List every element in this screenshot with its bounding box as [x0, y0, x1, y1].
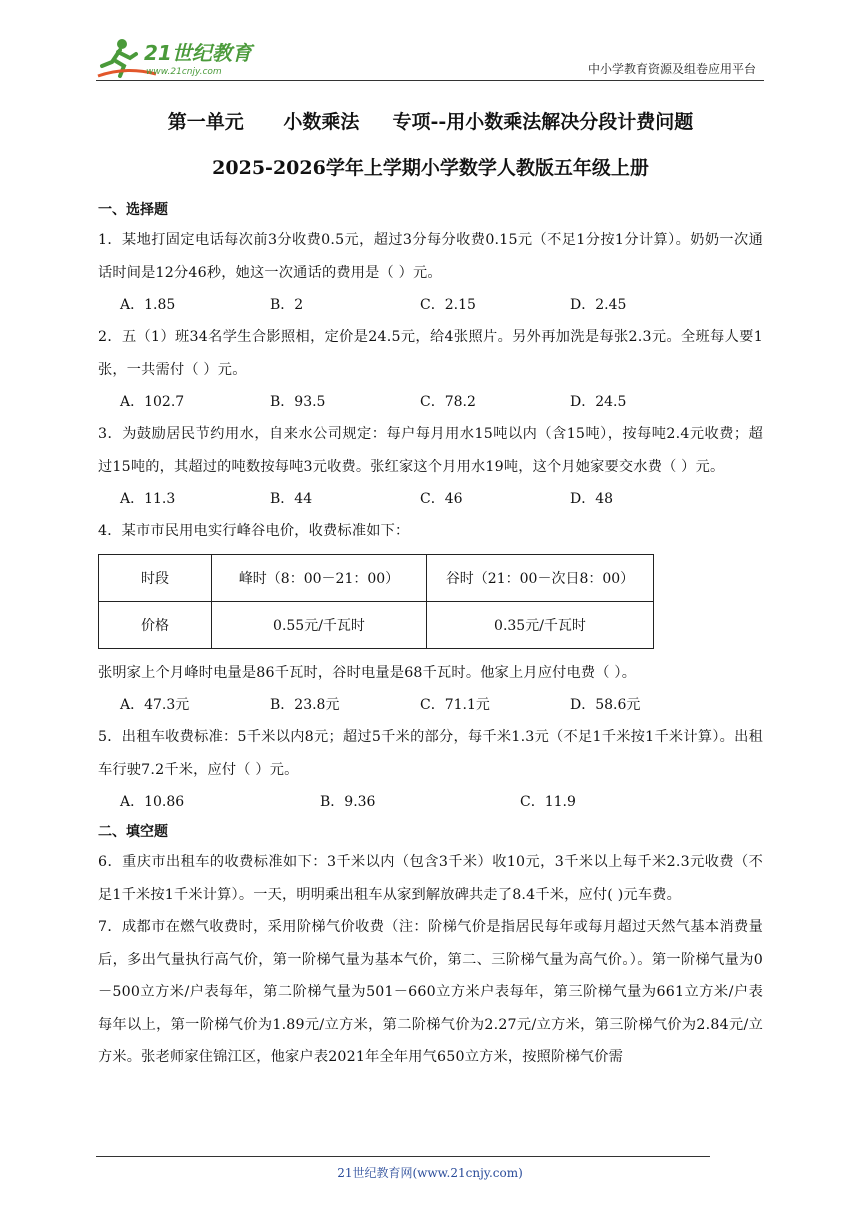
table-row: [99, 554, 654, 601]
question-1-choices: [98, 289, 763, 321]
choice-d: D．48: [570, 491, 614, 507]
choice-d: D．58.6元: [570, 697, 641, 713]
section-heading-choice: 一、选择题: [98, 202, 168, 218]
choice-c: C．71.1元: [420, 697, 490, 713]
choice-b: B．93.5: [270, 394, 326, 410]
platform-name: 中小学教育资源及组卷应用平台: [587, 62, 756, 76]
choice-a: A．47.3元: [120, 697, 190, 713]
table-cell: 时段: [99, 554, 212, 601]
question-5-choices: [98, 786, 763, 818]
question-3-choices: [98, 483, 763, 515]
choice-a: A．102.7: [120, 394, 185, 410]
question-7: 7．成都市在燃气收费时，采用阶梯气价收费（注：阶梯气价是指居民每年或每月超过天然气基本消费量后，多出气量执行高气价，第一阶梯气量为基本气价，第二、三阶梯气量为高气价。）。第一阶梯气量为0－500立方米/户表每年，第二阶梯气量为501－660立方米户表每年，第三阶梯气量为661立方米/户表每年以上，第一阶梯气价为1.89元/立方米，第二阶梯气价为2.27元/立方米，第三阶梯气价为2.84元/立方米。张老师家住锦江区，他家户表2021年全年用气650立方米，按照阶梯气价需: [98, 919, 763, 1065]
choice-a: A．10.86: [120, 794, 185, 810]
footer-source: 21世纪教育网(www.21cnjy.com): [337, 1166, 523, 1180]
choice-d: D．2.45: [570, 297, 627, 313]
document-body: [98, 104, 763, 1074]
table-row: [99, 601, 654, 648]
choice-d: D．24.5: [570, 394, 627, 410]
question-4-intro: 4．某市市民用电实行峰谷电价，收费标准如下：: [98, 523, 410, 539]
page-subtitle: 2025-2026学年上学期小学数学人教版五年级上册: [212, 157, 649, 179]
choice-b: B．9.36: [320, 794, 376, 810]
logo-url: www.21cnjy.com: [146, 67, 222, 77]
runner-logo-icon: [96, 36, 266, 80]
logo: [96, 36, 266, 80]
header-divider: [96, 80, 764, 81]
section-heading-fill: 二、填空题: [98, 824, 168, 840]
choice-c: C．46: [420, 491, 463, 507]
table-cell: 0.35元/千瓦时: [427, 601, 654, 648]
table-cell: 峰时（8：00－21：00）: [212, 554, 427, 601]
electricity-rate-table: [98, 554, 654, 649]
page-title: 第一单元 小数乘法 专项--用小数乘法解决分段计费问题: [167, 111, 694, 133]
choice-a: A．11.3: [120, 491, 176, 507]
question-4-choices: [98, 689, 763, 721]
footer-divider: [96, 1156, 710, 1157]
logo-text: 21世纪教育: [144, 41, 252, 65]
question-4: 张明家上个月峰时电量是86千瓦时，谷时电量是68千瓦时。他家上月应付电费（ ）。: [98, 664, 637, 681]
choice-c: C．78.2: [420, 394, 476, 410]
table-cell: 价格: [99, 601, 212, 648]
question-2: 2．五（1）班34名学生合影照相，定价是24.5元，给4张照片。另外再加洗是每张2.3元。全班每人要1张，一共需付（ ）元。: [98, 329, 763, 378]
choice-b: B．23.8元: [270, 697, 340, 713]
table-cell: 谷时（21：00－次日8：00）: [427, 554, 654, 601]
choice-c: C．11.9: [520, 794, 576, 810]
question-3: 3．为鼓励居民节约用水，自来水公司规定：每户每月用水15吨以内（含15吨），按每吨2.4元收费；超过15吨的，其超过的吨数按每吨3元收费。张红家这个月用水19吨，这个月她家要交水费（ ）元。: [98, 426, 763, 475]
choice-b: B．2: [270, 297, 304, 313]
question-1: 1．某地打固定电话每次前3分收费0.5元，超过3分每分收费0.15元（不足1分按1分计算）。奶奶一次通话时间是12分46秒，她这一次通话的费用是（ ）元。: [98, 232, 763, 281]
question-6: 6．重庆市出租车的收费标准如下：3千米以内（包含3千米）收10元，3千米以上每千米2.3元收费（不足1千米按1千米计算）。一天，明明乘出租车从家到解放碑共走了8.4千米，应付( )元车费。: [98, 854, 763, 903]
choice-c: C．2.15: [420, 297, 476, 313]
table-cell: 0.55元/千瓦时: [212, 601, 427, 648]
question-5: 5．出租车收费标准：5千米以内8元；超过5千米的部分，每千米1.3元（不足1千米按1千米计算）。出租车行驶7.2千米，应付（ ）元。: [98, 729, 763, 778]
choice-b: B．44: [270, 491, 313, 507]
question-2-choices: [98, 386, 763, 418]
choice-a: A．1.85: [120, 297, 176, 313]
